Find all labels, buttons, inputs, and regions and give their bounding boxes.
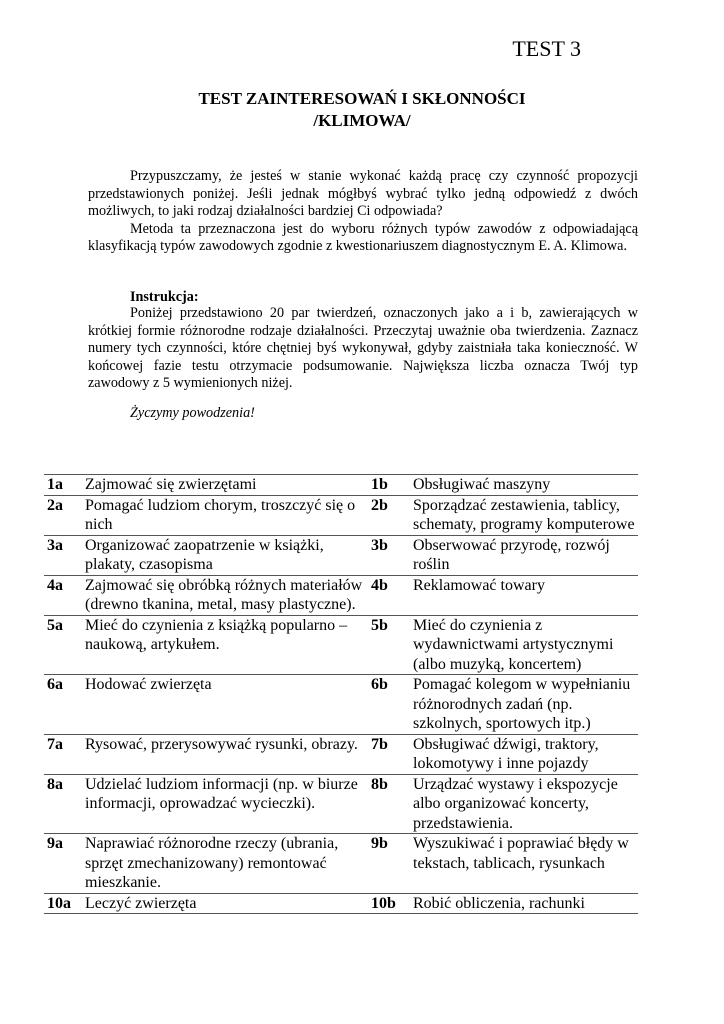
pair-a-text: Rysować, przerysowywać rysunki, obrazy.: [85, 734, 371, 774]
table-row: [44, 734, 638, 774]
pair-b-number: 10b: [371, 893, 413, 914]
intro-paragraph-2: Metoda ta przeznaczona jest do wyboru różnych typów zawodów z odpowiadającą klasyfikacją typów zawodowych zgodnie z kwestionariuszem diagnostycznym E. A. Klimowa.: [88, 220, 638, 255]
intro-section: [88, 168, 638, 256]
pair-b-text: Robić obliczenia, rachunki: [413, 893, 638, 914]
pair-b-text: Sporządzać zestawienia, tablicy, schematy, programy komputerowe: [413, 495, 638, 535]
instructions-section: [88, 305, 638, 393]
pair-a-number: 1a: [44, 475, 85, 496]
pair-b-text: Wyszukiwać i poprawiać błędy w tekstach, tablicach, rysunkach: [413, 834, 638, 894]
pair-a-number: 10a: [44, 893, 85, 914]
table-row: [44, 893, 638, 914]
pair-a-text: Mieć do czynienia z książką popularno – naukową, artykułem.: [85, 615, 371, 675]
pair-b-text: Urządzać wystawy i ekspozycje albo organizować koncerty, przedstawienia.: [413, 774, 638, 834]
pair-a-number: 9a: [44, 834, 85, 894]
pair-a-number: 4a: [44, 575, 85, 615]
table-row: [44, 575, 638, 615]
pair-a-text: Hodować zwierzęta: [85, 675, 371, 735]
pair-b-number: 1b: [371, 475, 413, 496]
pair-b-text: Obsługiwać dźwigi, traktory, lokomotywy i inne pojazdy: [413, 734, 638, 774]
pair-b-text: Pomagać kolegom w wypełnianiu różnorodnych zadań (np. szkolnych, sportowych itp.): [413, 675, 638, 735]
pair-a-text: Naprawiać różnorodne rzeczy (ubrania, sprzęt zmechanizowany) remontować mieszkanie.: [85, 834, 371, 894]
pair-a-text: Udzielać ludziom informacji (np. w biurze informacji, oprowadzać wycieczki).: [85, 774, 371, 834]
pair-b-text: Mieć do czynienia z wydawnictwami artystycznymi (albo muzyką, koncertem): [413, 615, 638, 675]
intro-paragraph-1: Przypuszczamy, że jesteś w stanie wykonać każdą pracę czy czynność propozycji przedstawionych poniżej. Jeśli jednak mógłbyś wybrać tylko jedną odpowiedź z dwóch możliwych, to jaki rodzaj działalności bardziej Ci odpowiada?: [88, 168, 638, 220]
pair-a-number: 2a: [44, 495, 85, 535]
pair-a-text: Zajmować się obróbką różnych materiałów (drewno tkanina, metal, masy plastyczne).: [85, 575, 371, 615]
pair-b-number: 6b: [371, 675, 413, 735]
pair-b-number: 5b: [371, 615, 413, 675]
pair-b-number: 8b: [371, 774, 413, 834]
pair-b-number: 2b: [371, 495, 413, 535]
table-row: [44, 675, 638, 735]
pair-a-number: 7a: [44, 734, 85, 774]
pair-a-number: 8a: [44, 774, 85, 834]
pair-a-number: 3a: [44, 535, 85, 575]
instructions-text: Poniżej przedstawiono 20 par twierdzeń, oznaczonych jako a i b, zawierających w krótkiej formie różnorodne rodzaje działalności. Przeczytaj uważnie oba twierdzenia. Zaznacz numery tych czynności, które chętniej byś wykonywał, gdyby zaistniała taka konieczność. W końcowej fazie testu otrzymacie podsumowanie. Największa liczba oznacza Twój typ zawodowy z 5 wymienionych niżej.: [88, 305, 638, 392]
instructions-heading: Instrukcja:: [130, 289, 199, 305]
title-line-2: /KLIMOWA/: [313, 111, 411, 130]
pair-a-text: Leczyć zwierzęta: [85, 893, 371, 914]
pair-a-text: Pomagać ludziom chorym, troszczyć się o nich: [85, 495, 371, 535]
table-row: [44, 615, 638, 675]
pair-a-number: 6a: [44, 675, 85, 735]
table-row: [44, 495, 638, 535]
pair-b-text: Reklamować towary: [413, 575, 638, 615]
document-title: [0, 88, 724, 132]
statement-pairs-table: [44, 474, 638, 914]
good-luck-text: Życzymy powodzenia!: [130, 405, 255, 421]
pair-b-text: Obsługiwać maszyny: [413, 475, 638, 496]
test-number-label: TEST 3: [512, 36, 581, 61]
pair-a-text: Organizować zaopatrzenie w książki, plakaty, czasopisma: [85, 535, 371, 575]
pair-b-number: 7b: [371, 734, 413, 774]
pair-a-text: Zajmować się zwierzętami: [85, 475, 371, 496]
pair-a-number: 5a: [44, 615, 85, 675]
table-row: [44, 774, 638, 834]
table-row: [44, 834, 638, 894]
pair-b-text: Obserwować przyrodę, rozwój roślin: [413, 535, 638, 575]
title-line-1: TEST ZAINTERESOWAŃ I SKŁONNOŚCI: [198, 89, 526, 108]
pair-b-number: 9b: [371, 834, 413, 894]
table-row: [44, 475, 638, 496]
pair-b-number: 3b: [371, 535, 413, 575]
table-row: [44, 535, 638, 575]
pair-b-number: 4b: [371, 575, 413, 615]
